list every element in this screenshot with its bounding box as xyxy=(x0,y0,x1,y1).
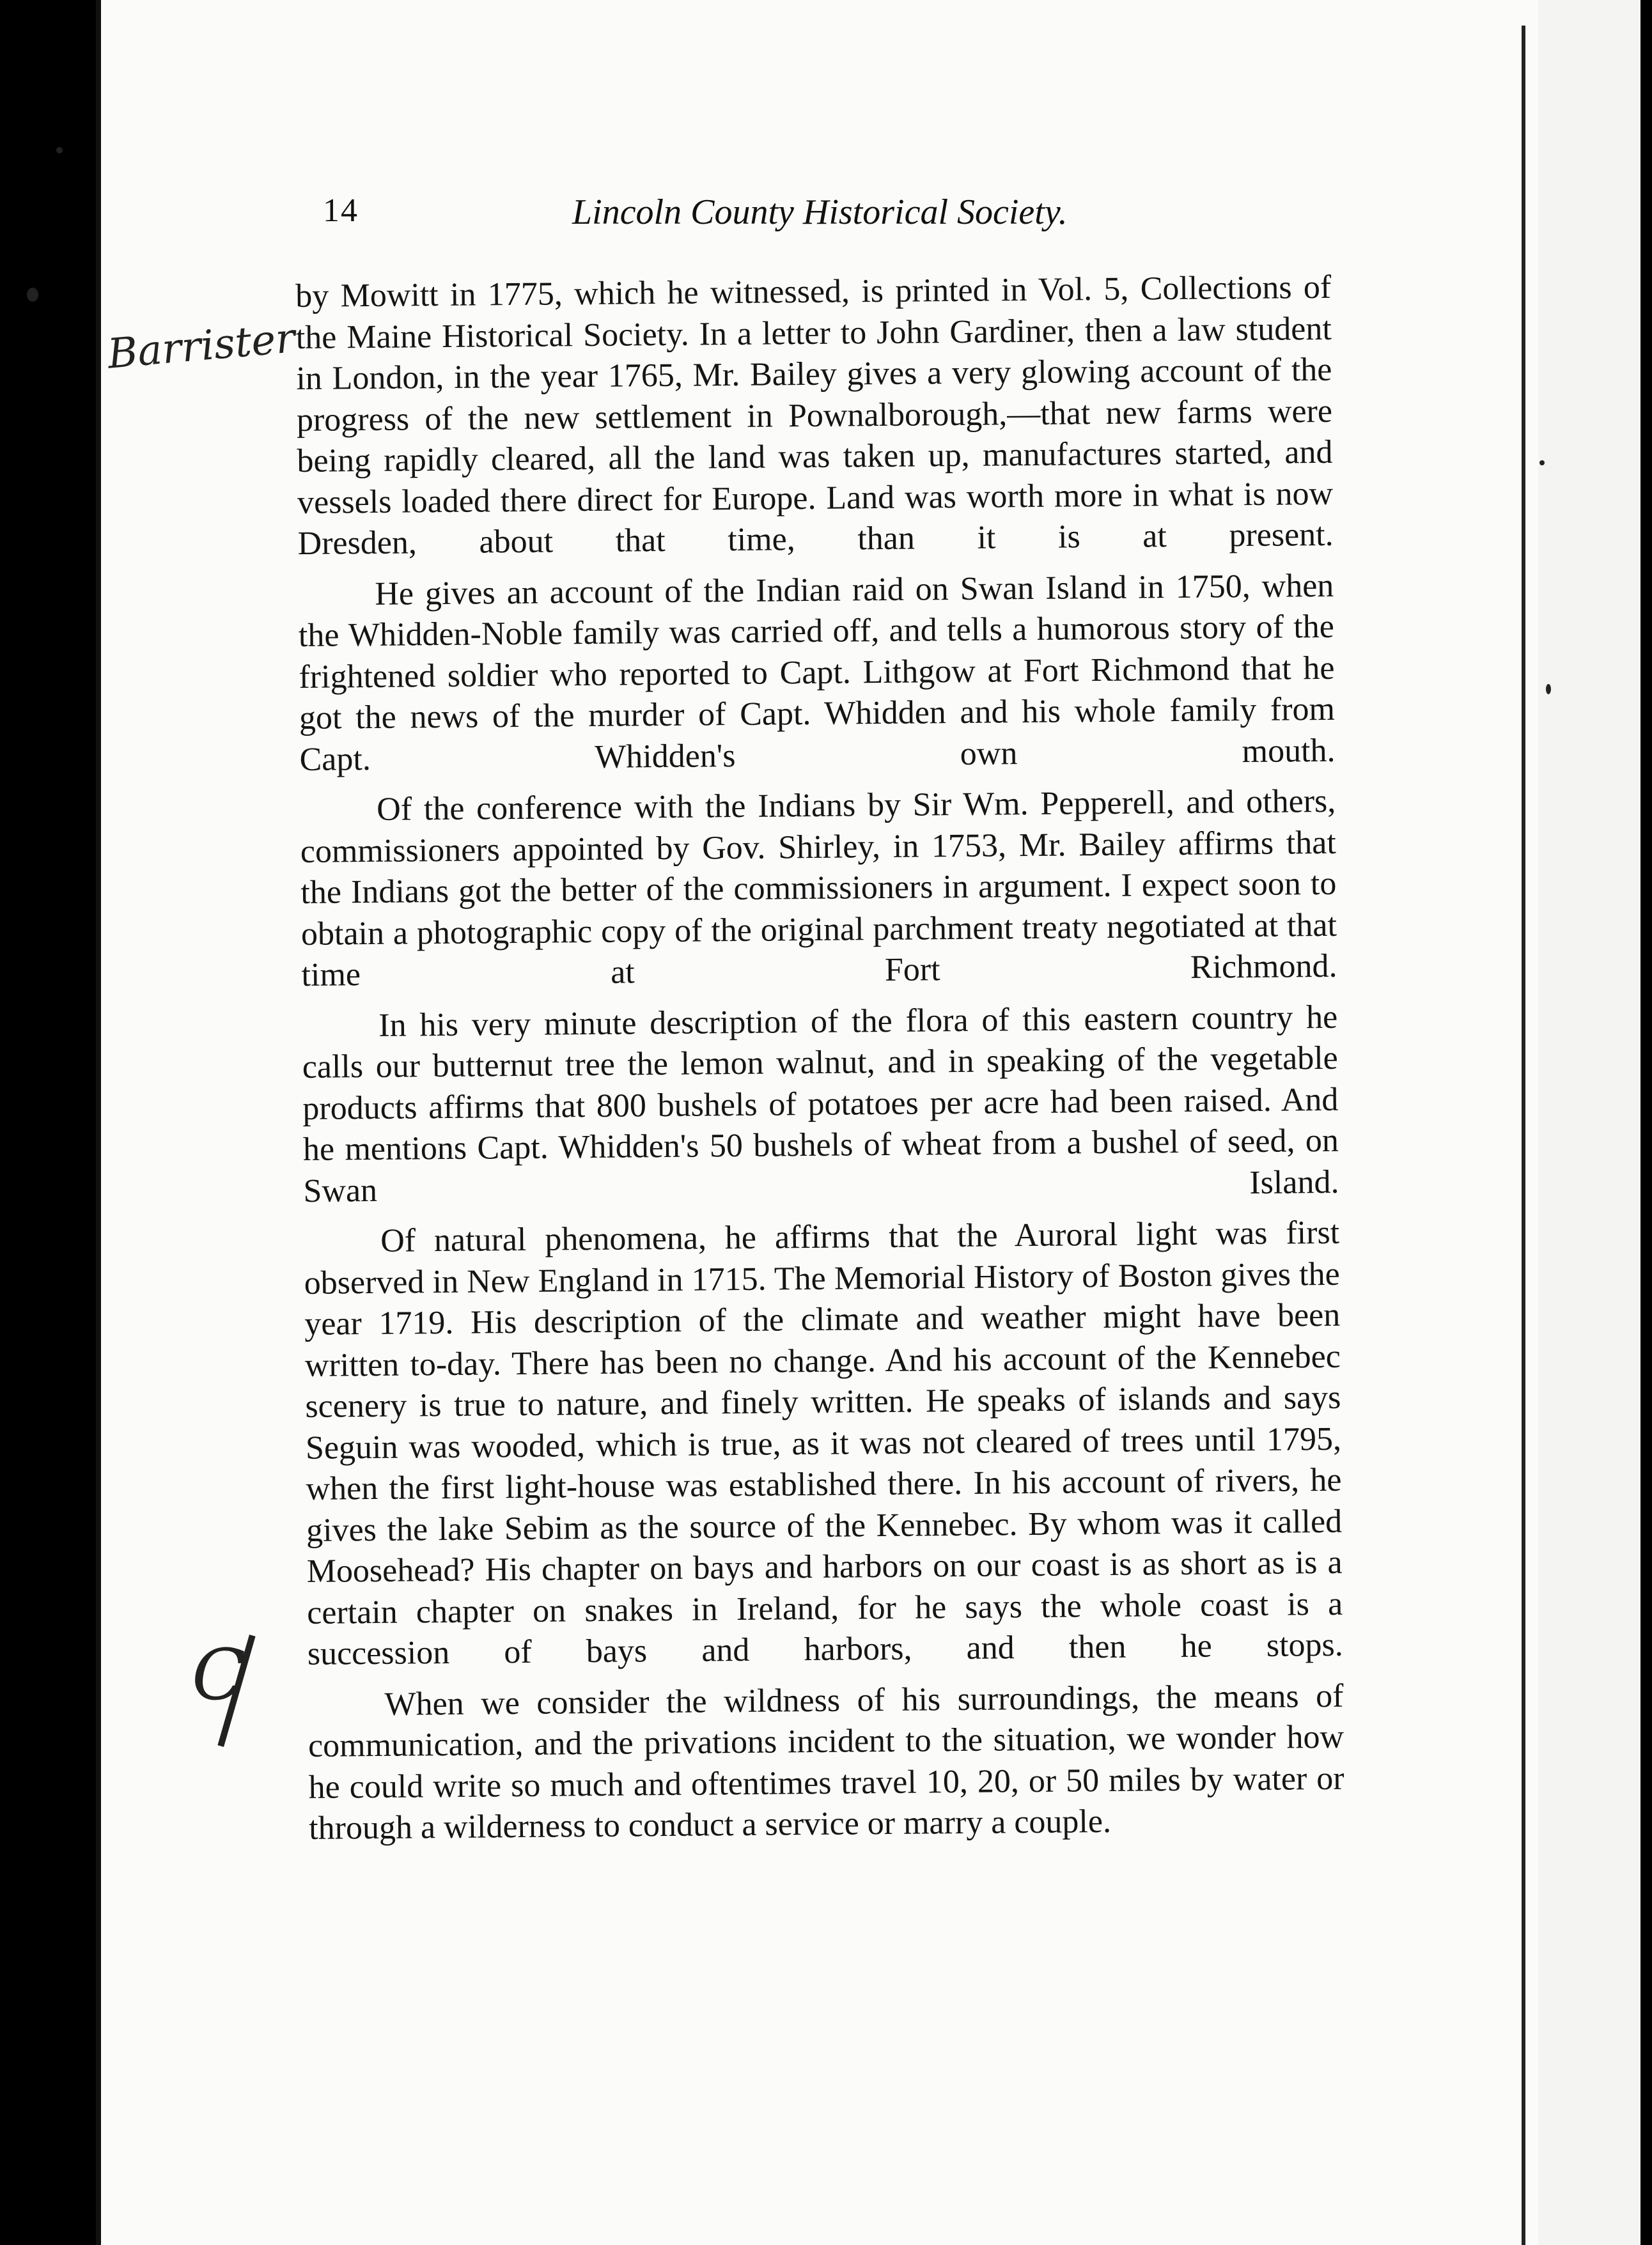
adjacent-page-edge xyxy=(1538,0,1640,2245)
page-header xyxy=(323,192,1336,243)
paragraph: Of natural phenomena, he affirms that the Auroral light was first observed in New England in 1715. The Memorial History of Boston gives the year 1719. His description of the climate and weather might have been written to-day. There has been no change. And his account of the Kennebec scenery is true to nature, and finely written. He speaks of islands and says Seguin was wooded, which is true, as it was not cleared of trees until 1795, when the first light-house was established there. In his account of rivers, he gives the lake Sebim as the source of the Kennebec. By whom was it called Moosehead? His chapter on bays and harbors on our coast is as short as is a certain chapter on snakes in Ireland, for he says the whole coast is a succession of bays and harbors, and then he stops. xyxy=(304,1214,1343,1672)
scan-mark xyxy=(56,147,63,153)
margin-note-c: C xyxy=(192,1634,246,1716)
margin-note-barrister: Barrister xyxy=(105,315,297,378)
scan-mark xyxy=(1539,460,1545,465)
scan-mark xyxy=(1546,684,1551,694)
paragraph: Of the conference with the Indians by Sir Wm. Pepperell, and others, commissioners appointed by Gov. Shirley, in 1753, Mr. Bailey affirms that the Indians got the better of the commissioners in argument. I expect soon to obtain a photographic copy of the original parchment treaty negotiated at that time at Fort Richmond. xyxy=(300,782,1337,993)
scan-mark xyxy=(27,288,38,302)
paragraph: He gives an account of the Indian raid on Swan Island in 1750, when the Whidden-Noble family was carried off, and tells a humorous story of the frightened soldier who reported to Capt. Lithgow at Fort Richmond that he got the news of the murder of Capt. Whidden and his whole family from Capt. Whidden's own mouth. xyxy=(298,567,1336,778)
body-text xyxy=(295,267,1345,1860)
paragraph: When we consider the wildness of his surroundings, the means of communication, and the privations incident to the situation, we wonder how he could write so much and oftentimes travel 10, 20, or 50 miles by water or through a wilderness to conduct a service or marry a couple. xyxy=(308,1677,1344,1847)
running-head: Lincoln County Historical Society. xyxy=(572,192,1068,232)
paragraph: In his very minute description of the flora of this eastern country he calls our butternut tree the lemon walnut, and in speaking of the vegetable products affirms that 800 bushels of potatoes per acre had been raised. And he mentions Capt. Whidden's 50 bushels of wheat from a bushel of seed, on Swan Island. xyxy=(302,998,1339,1209)
page-number: 14 xyxy=(323,192,359,229)
paragraph: by Mowitt in 1775, which he witnessed, is printed in Vol. 5, Collections of the Maine Historical Society. In a letter to John Gardiner, then a law student in London, in the year 1765, Mr. Bailey gives a very glowing account of the progress of the new settlement in Pownalborough,—that new farms were being rapidly cleared, all the land was taken up, manufactures started, and vessels loaded there direct for Europe. Land was worth more in what is now Dresden, about that time, than it is at present. xyxy=(295,268,1334,562)
